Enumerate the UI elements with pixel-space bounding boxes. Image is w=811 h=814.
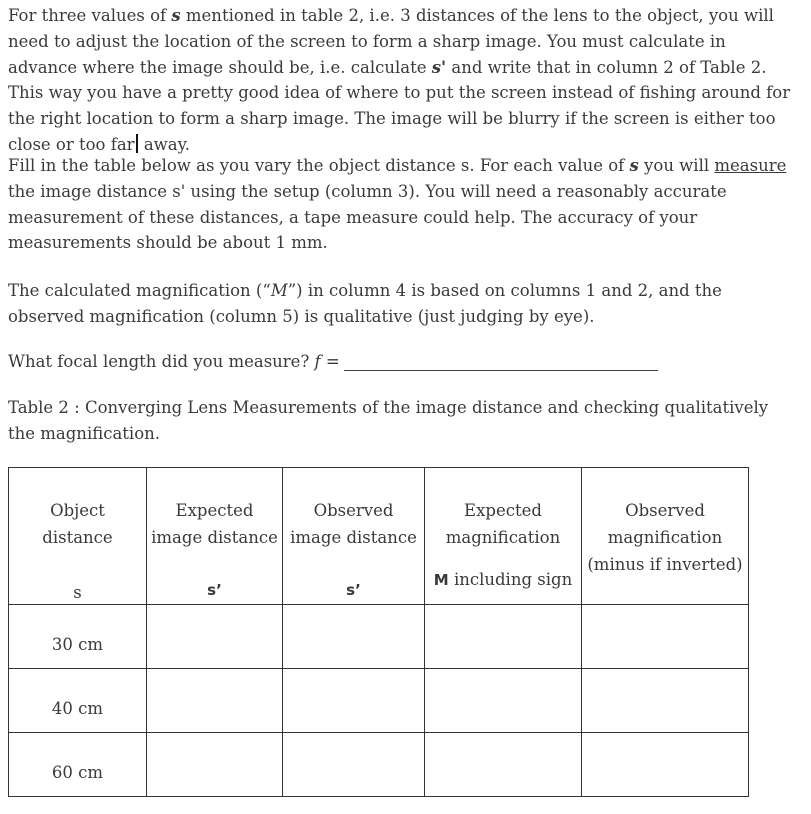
- paragraph-text: Fill in the table below as you vary the object distance s. For each value of: [8, 156, 630, 175]
- measurement-table: [8, 467, 749, 797]
- header-line: Expected: [464, 501, 542, 520]
- expected-magnification-cell[interactable]: [425, 669, 582, 733]
- table-caption: Table 2 : Converging Lens Measurements of the image distance and checking qualitatively the magnification.: [8, 398, 769, 443]
- header-line: magnification: [445, 528, 561, 547]
- header-observed-image-distance: [283, 468, 425, 605]
- paragraph-text: mentioned in table 2, i.e. 3 distances of the lens to the object, you will need to adjust the location of the screen to form a sharp image. You must calculate in advance where the image should be, i.e. calculate: [8, 6, 774, 77]
- focal-length-answer-blank[interactable]: [344, 354, 658, 371]
- header-symbol: s: [73, 583, 82, 602]
- header-line: Observed: [625, 501, 705, 520]
- question-label: What focal length did you measure?: [8, 352, 315, 371]
- variable-s: s: [171, 6, 181, 25]
- instructions-paragraph: [8, 153, 798, 256]
- paragraph-text: ”) in column 4 is based on columns 1 and 2, and the observed magnification (column 5) is qualitative (just judging by eye).: [8, 281, 722, 326]
- header-object-distance: [9, 468, 147, 605]
- table-row: [9, 605, 749, 669]
- header-expected-magnification: [425, 468, 582, 605]
- object-distance-cell: 40 cm: [9, 669, 147, 733]
- paragraph-text: For three values of: [8, 6, 172, 25]
- paragraph-text: and write that in column 2 of Table 2. This way you have a pretty good idea of where to put the screen instead of fishing around for the right location to form a sharp image. The image will be blurry if the screen is either too close or too far: [8, 57, 791, 154]
- header-line: distance: [42, 528, 113, 547]
- focal-length-question: [8, 349, 798, 375]
- observed-magnification-cell[interactable]: [582, 733, 749, 797]
- header-line: image distance: [151, 528, 278, 547]
- magnification-paragraph: [8, 278, 798, 330]
- table-row: [9, 669, 749, 733]
- header-line: Object: [50, 501, 105, 520]
- paragraph-text: away.: [138, 134, 190, 154]
- expected-image-distance-cell[interactable]: [147, 605, 283, 669]
- paragraph-text: you will: [638, 156, 715, 175]
- observed-magnification-cell[interactable]: [582, 605, 749, 669]
- observed-image-distance-cell[interactable]: [283, 669, 425, 733]
- header-line: Expected: [175, 501, 254, 520]
- expected-image-distance-cell[interactable]: [147, 733, 283, 797]
- expected-magnification-cell[interactable]: [425, 733, 582, 797]
- symbol-m: M: [433, 571, 449, 589]
- symbol-rest: including sign: [448, 570, 573, 589]
- variable-f: f: [314, 352, 321, 371]
- object-distance-cell: 60 cm: [9, 733, 147, 797]
- table-row: [9, 733, 749, 797]
- header-symbol: [425, 551, 581, 589]
- object-distance-cell: 30 cm: [9, 605, 147, 669]
- text-cursor: [136, 134, 138, 153]
- table-header-row: [9, 468, 749, 605]
- paragraph-text: the image distance s' using the setup (column 3). You will need a reasonably accurate measurement of these distances, a tape measure could help. The accuracy of your measurements should be about 1 mm.: [8, 181, 727, 253]
- expected-magnification-cell[interactable]: [425, 605, 582, 669]
- observed-image-distance-cell[interactable]: [283, 733, 425, 797]
- header-observed-magnification: [582, 468, 749, 605]
- variable-s-prime: s': [431, 57, 447, 77]
- header-line: magnification: [607, 528, 723, 547]
- equals-sign: =: [320, 352, 340, 371]
- variable-s: s: [629, 156, 639, 175]
- intro-paragraph: [8, 3, 798, 158]
- expected-image-distance-cell[interactable]: [147, 669, 283, 733]
- underlined-word: measure: [714, 156, 787, 175]
- observed-magnification-cell[interactable]: [582, 669, 749, 733]
- variable-m: M: [270, 281, 288, 300]
- header-line: Observed: [313, 501, 394, 520]
- header-symbol: s’: [207, 581, 222, 599]
- header-expected-image-distance: [147, 468, 283, 605]
- observed-image-distance-cell[interactable]: [283, 605, 425, 669]
- header-line: (minus if inverted): [587, 555, 743, 574]
- header-symbol: s’: [346, 581, 361, 599]
- paragraph-text: The calculated magnification (“: [8, 281, 271, 300]
- header-line: image distance: [290, 528, 417, 547]
